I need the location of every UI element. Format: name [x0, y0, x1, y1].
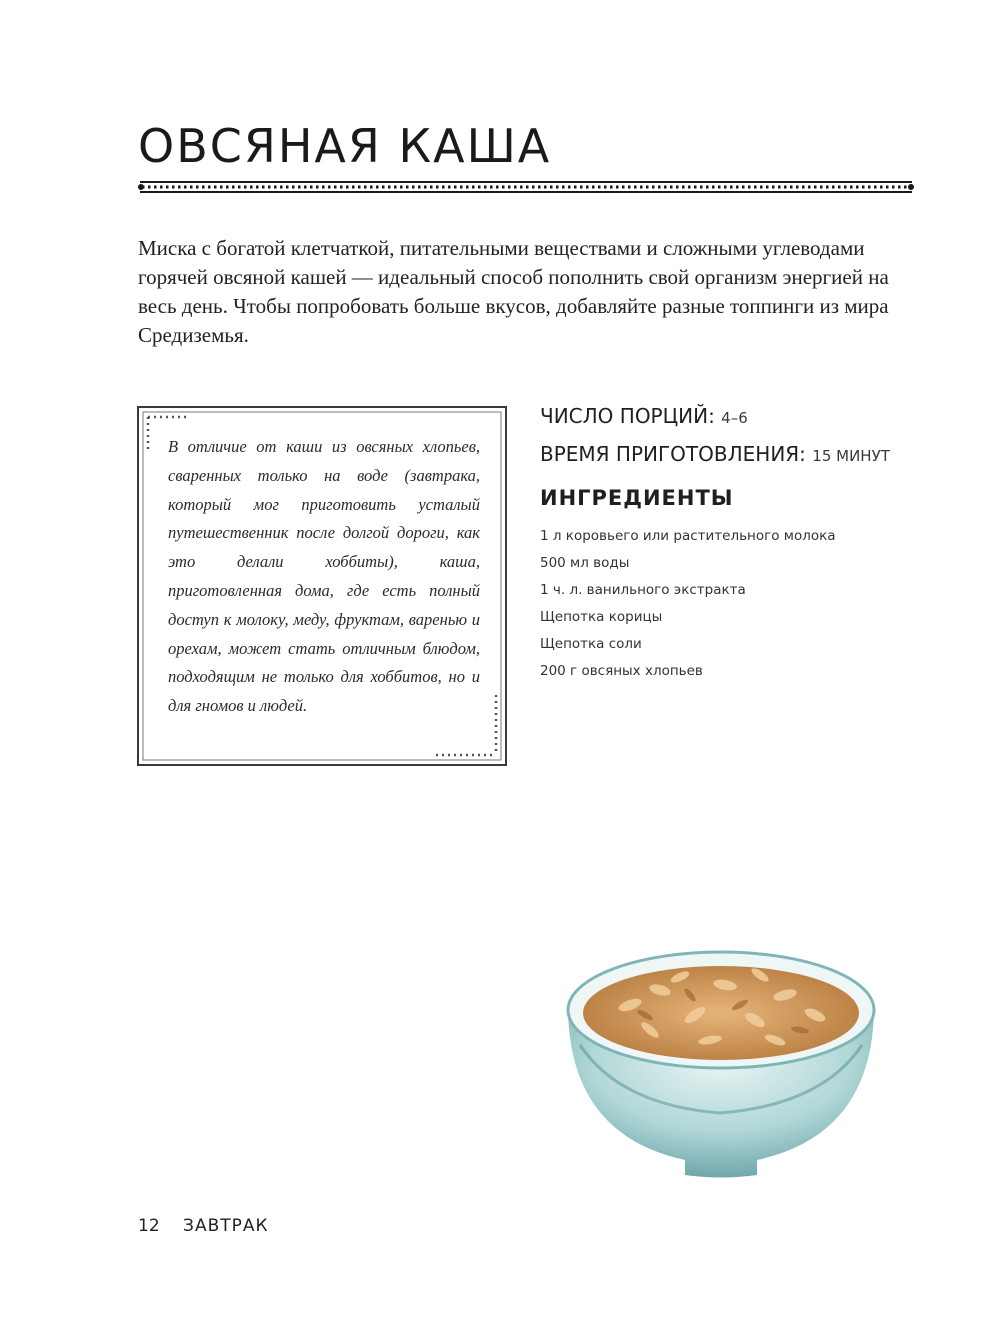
ingredient-item: Щепотка корицы [540, 609, 663, 625]
sidebar-text: В отличие от каши из овсяных хлопьев, сваренных только на воде (завтрака, который мог приготовить усталый путешественник после долгой дороги, как это делали хоббиты), каша, приготовленная дома, где есть полный доступ к молоку, меду, фруктам, варенью и орехам, может стать отличным блюдом, подходящим не только для хоббитов, но и для гномов и людей. [168, 437, 480, 716]
servings-line [540, 398, 940, 436]
oatmeal-bowl-illustration [560, 935, 882, 1180]
time-label: ВРЕМЯ ПРИГОТОВЛЕНИЯ: [540, 442, 806, 466]
ingredients-heading: ИНГРЕДИЕНТЫ [540, 486, 734, 510]
sidebar-box [136, 405, 508, 767]
ingredient-item: 1 ч. л. ванильного экстракта [540, 582, 746, 598]
ingredient-item: Щепотка соли [540, 636, 642, 652]
servings-label: ЧИСЛО ПОРЦИЙ: [540, 404, 715, 428]
page-footer [138, 1216, 269, 1236]
ingredient-item: 1 л коровьего или растительного молока [540, 528, 836, 544]
servings-value: 4–6 [721, 409, 748, 427]
time-line [540, 436, 940, 474]
page-number: 12 [138, 1216, 160, 1236]
title-rule-divider [138, 180, 914, 194]
ingredients-list [540, 523, 836, 685]
ingredient-item: 200 г овсяных хлопьев [540, 663, 703, 679]
recipe-meta [540, 398, 940, 474]
intro-paragraph: Миска с богатой клетчаткой, питательными веществами и сложными углеводами горячей овсяной кашей — идеальный способ пополнить свой организм энергией на весь день. Чтобы попробовать больше вкусов, добавляйте разные топпинги из мира Средиземья. [138, 236, 889, 347]
ingredient-item: 500 мл воды [540, 555, 630, 571]
section-name: ЗАВТРАК [183, 1216, 269, 1236]
time-value: 15 МИНУТ [812, 447, 890, 465]
page-title: ОВСЯНАЯ КАША [138, 119, 552, 173]
